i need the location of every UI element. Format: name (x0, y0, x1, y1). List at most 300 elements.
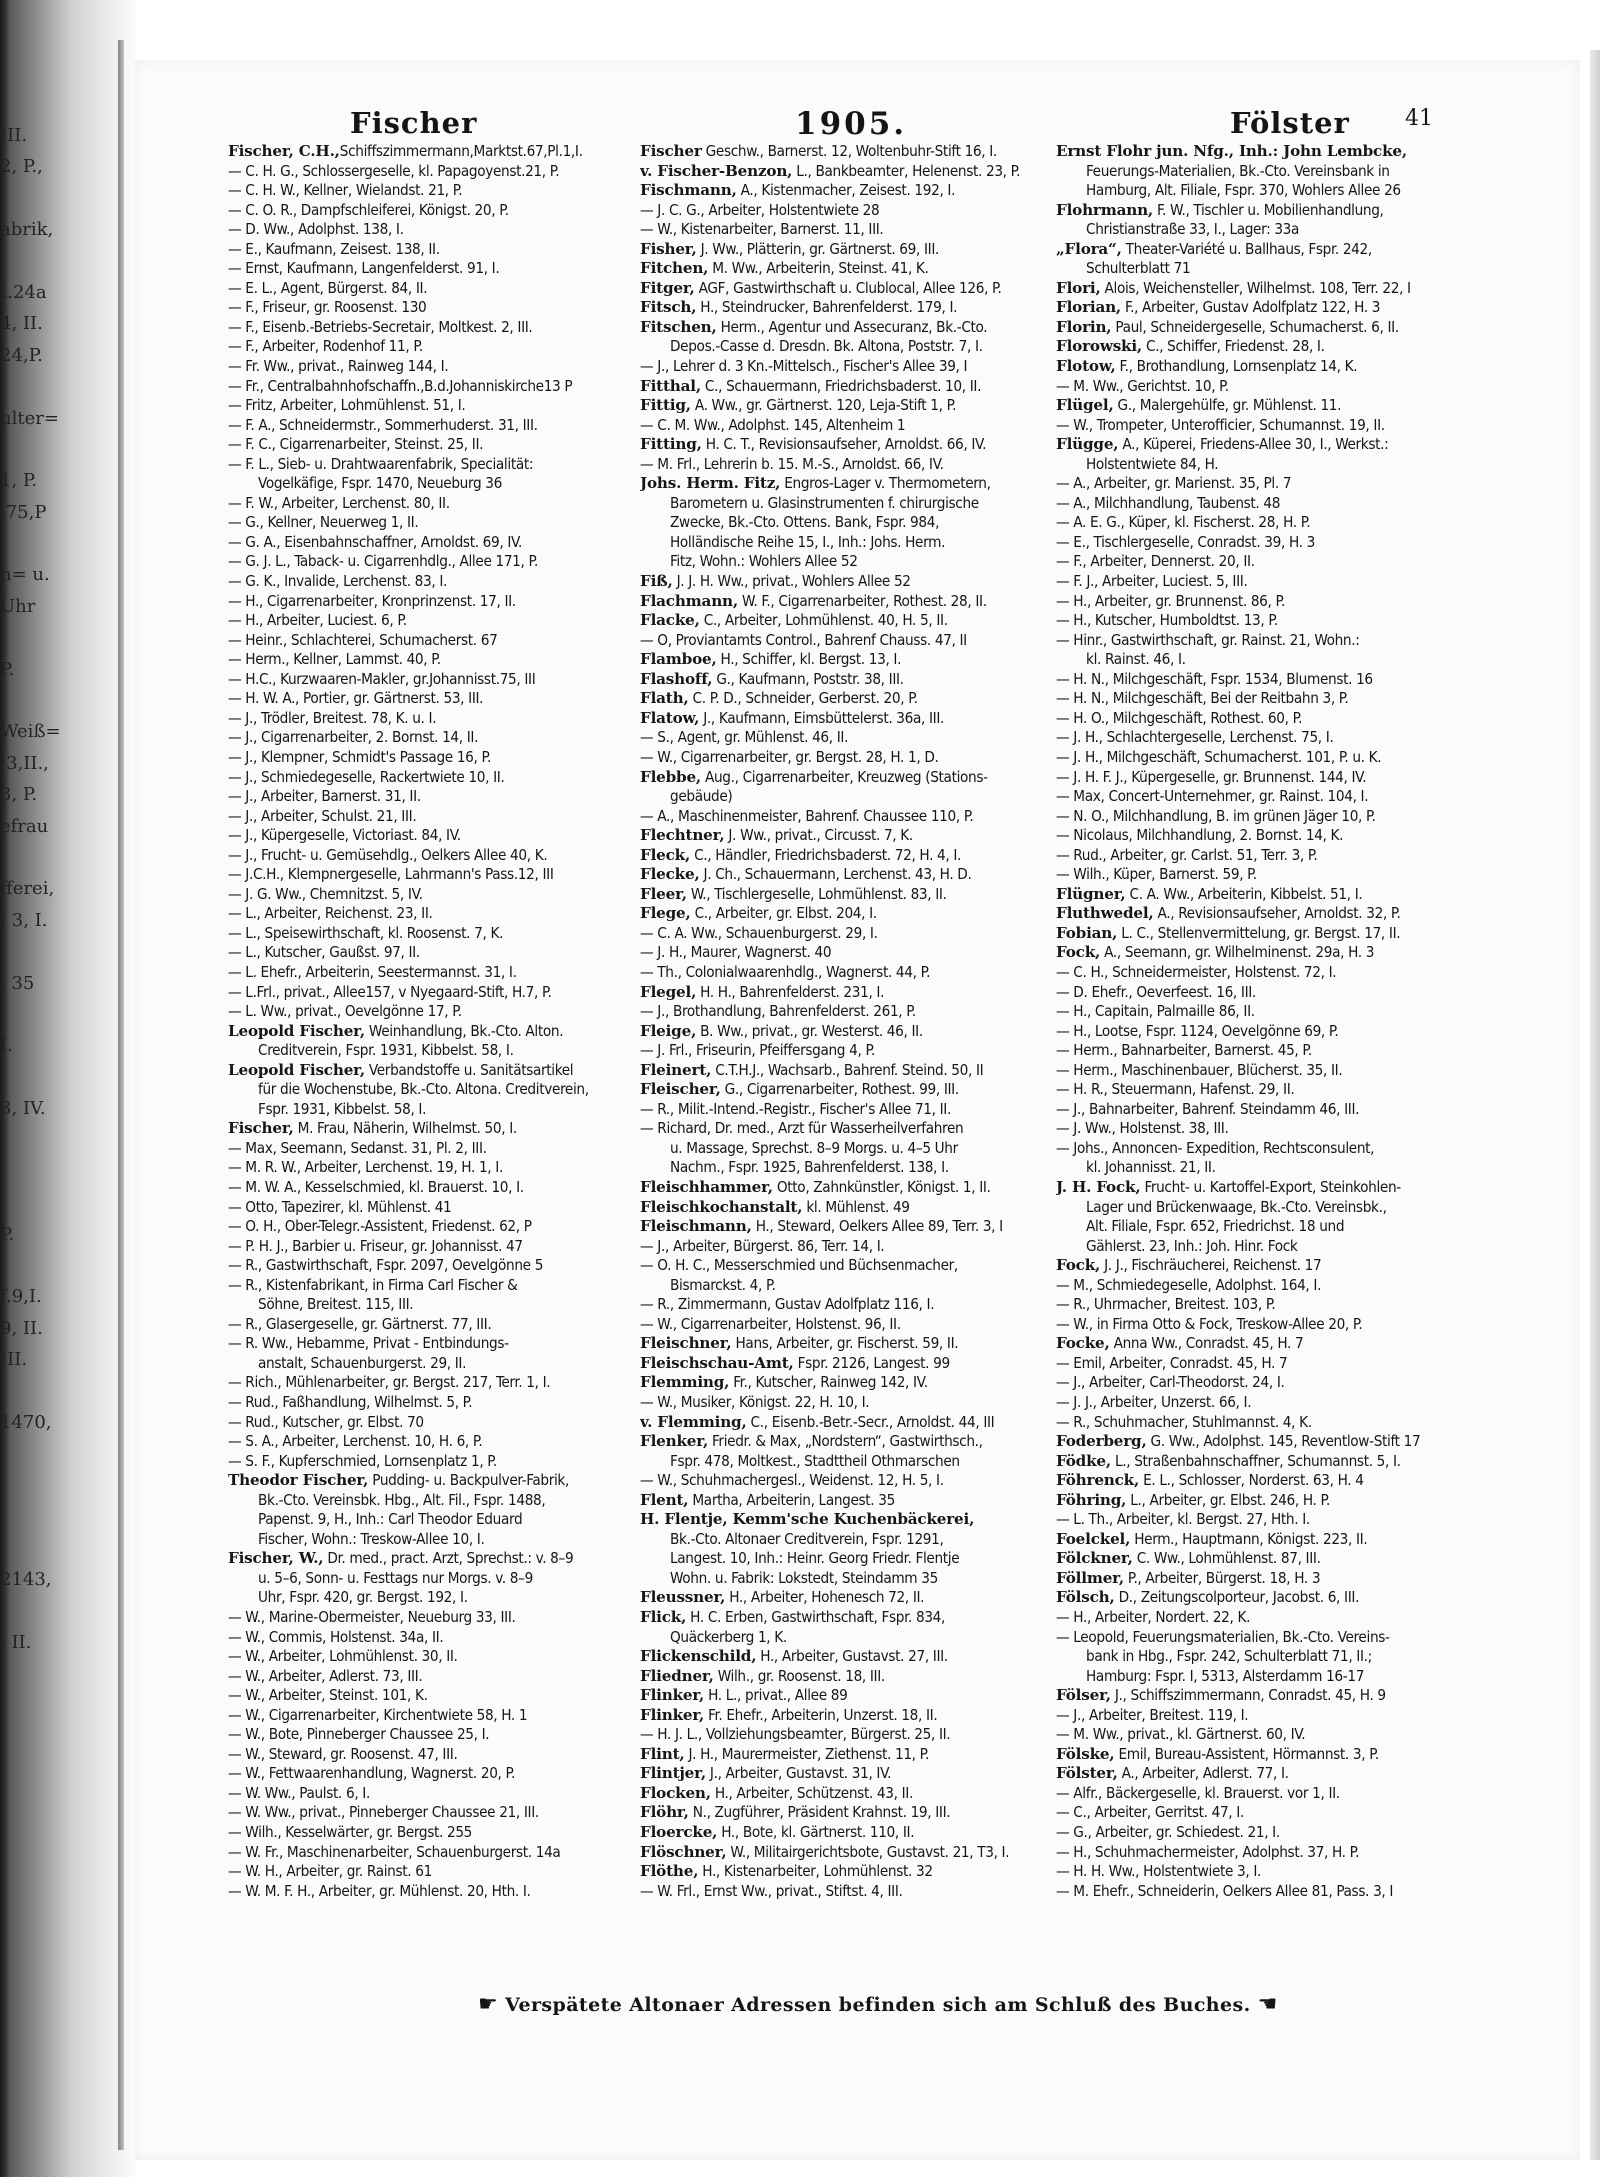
directory-entry (1056, 904, 1461, 924)
entry-text: — J. G. Ww., Chemnitzst. 5, IV. (228, 884, 423, 903)
entry-name: Fitschen, (640, 317, 717, 336)
directory-entry (640, 435, 1050, 455)
directory-entry (228, 1725, 633, 1745)
entry-name: Fleige, (640, 1021, 697, 1040)
entry-text: J. Ww., privat., Circusst. 7, K. (724, 826, 913, 845)
entry-name: Fölsch, (1056, 1588, 1115, 1607)
entry-text: L., Bankbeamter, Helenenst. 23, P. (792, 161, 1021, 180)
entry-text: Weinhandlung, Bk.-Cto. Alton. (364, 1021, 564, 1040)
entry-text: Alt. Filiale, Fspr. 652, Friedrichst. 18 und (1086, 1217, 1345, 1236)
directory-entry (228, 983, 633, 1003)
entry-text: N., Zugführer, Präsident Krahnst. 19, III. (688, 1803, 951, 1822)
directory-entry (640, 1803, 1050, 1823)
entry-text: — A., Arbeiter, gr. Marienst. 35, Pl. 7 (1056, 474, 1292, 493)
entry-text: — Herm., Bahnarbeiter, Barnerst. 45, P. (1056, 1041, 1312, 1060)
directory-entry (640, 1667, 1050, 1687)
directory-entry (640, 1178, 1050, 1198)
previous-page-text-fragment: P. (0, 1223, 15, 1245)
directory-entry (640, 846, 1050, 866)
directory-entry (228, 1276, 633, 1296)
entry-name: Florian, (1056, 298, 1122, 317)
entry-text: — D. Ww., Adolphst. 138, I. (228, 220, 404, 239)
previous-page-text-fragment: 2, P., (0, 156, 43, 178)
directory-entry (1056, 689, 1461, 709)
directory-entry (640, 1882, 1050, 1902)
directory-entry (228, 904, 633, 924)
entry-text: J. Ch., Schauermann, Lerchenst. 43, H. D. (699, 865, 972, 884)
entry-continuation-line (228, 1354, 633, 1374)
entry-text: H. L., privat., Allee 89 (704, 1686, 848, 1705)
entry-text: — J. H., Schlachtergeselle, Lerchenst. 75, I. (1056, 728, 1334, 747)
entry-text: — F. L., Sieb- u. Drahtwaarenfabrik, Specialität: (228, 454, 534, 473)
entry-name: Ernst Flohr jun. Nfg., Inh.: John Lembcke, (1056, 142, 1407, 160)
entry-text: — H., Kutscher, Humboldtst. 13, P. (1056, 611, 1278, 630)
directory-entry (1056, 1315, 1461, 1335)
entry-text: — J., Klempner, Schmidt's Passage 16, P. (228, 747, 491, 766)
previous-page-text-fragment (0, 1438, 96, 1469)
entry-name: Fitsch, (640, 298, 697, 317)
directory-entry (640, 201, 1050, 221)
entry-name: Föhring, (1056, 1490, 1127, 1509)
entry-text: — M. R. W., Arbeiter, Lerchenst. 19, H. 1, I. (228, 1158, 503, 1177)
directory-entry (640, 1608, 1050, 1628)
entry-text: Herm., Hauptmann, Königst. 223, II. (1130, 1529, 1368, 1548)
entry-text: — L., Kutscher, Gaußst. 97, II. (228, 943, 420, 962)
directory-entry (640, 1784, 1050, 1804)
entry-text: — Herm., Kellner, Lammst. 40, P. (228, 650, 441, 669)
entry-name: Fitthal, (640, 376, 701, 395)
entry-text: — M. Frl., Lehrerin b. 15. M.-S., Arnoldst. 66, IV. (640, 454, 944, 473)
directory-entry (1056, 1393, 1461, 1413)
directory-entry (228, 1608, 633, 1628)
entry-text: — W., Bote, Pinneberger Chaussee 25, I. (228, 1725, 490, 1744)
entry-text: H., Schiffer, kl. Bergst. 13, I. (716, 650, 902, 669)
directory-entry (228, 1198, 633, 1218)
directory-entry (640, 416, 1050, 436)
entry-name: Flori, (1056, 278, 1101, 297)
directory-entry (640, 943, 1050, 963)
directory-entry (228, 1628, 633, 1648)
entry-text: Christianstraße 33, I., Lager: 33a (1086, 220, 1300, 239)
entry-text: — M. Ww., privat., kl. Gärtnerst. 60, IV. (1056, 1725, 1306, 1744)
entry-text: — R., Schuhmacher, Stuhlmannst. 4, K. (1056, 1412, 1312, 1431)
entry-text: — H. R., Steuermann, Hafenst. 29, II. (1056, 1080, 1295, 1099)
directory-entry (228, 1315, 633, 1335)
entry-name: Flachmann, (640, 591, 738, 610)
directory-entry (1056, 1882, 1461, 1902)
directory-entry (228, 787, 633, 807)
directory-entry (1056, 513, 1461, 533)
entry-text: Zwecke, Bk.-Cto. Ottens. Bank, Fspr. 984, (670, 513, 940, 532)
entry-continuation-line (640, 1158, 1050, 1178)
entry-text: — L. Th., Arbeiter, kl. Bergst. 27, Hth. I. (1056, 1510, 1310, 1529)
entry-text: H., Arbeiter, Gustavst. 27, III. (756, 1647, 948, 1666)
directory-entry (640, 1256, 1050, 1276)
directory-entry (1056, 1862, 1461, 1882)
entry-text: C., Arbeiter, Lohmühlenst. 40, H. 5, II. (699, 611, 948, 630)
directory-entry (228, 1217, 633, 1237)
entry-text: Papenst. 9, H., Inh.: Carl Theodor Eduard (258, 1510, 523, 1529)
previous-page-text-fragment (0, 1470, 96, 1501)
entry-name: Flemming, (640, 1373, 730, 1392)
directory-entry (228, 1393, 633, 1413)
previous-page-fragment (0, 120, 96, 2020)
entry-text: — Wilh., Küper, Barnerst. 59, P. (1056, 865, 1257, 884)
entry-text: — H. N., Milchgeschäft, Bei der Reitbahn 3, P. (1056, 689, 1349, 708)
entry-text: H., Bote, kl. Gärtnerst. 110, II. (717, 1823, 915, 1842)
entry-text: — W., Steward, gr. Roosenst. 47, III. (228, 1744, 458, 1763)
entry-text: Geschw., Barnerst. 12, Woltenbuhr-Stift 16, I. (701, 142, 997, 160)
directory-entry (228, 201, 633, 221)
entry-text: — C. H., Schneidermeister, Holstenst. 72, I. (1056, 962, 1337, 981)
directory-entry (228, 1549, 633, 1569)
entry-text: Fspr. 2126, Langest. 99 (793, 1353, 950, 1372)
directory-entry (228, 455, 633, 475)
directory-entry (640, 631, 1050, 651)
entry-continuation-line (640, 1530, 1050, 1550)
entry-text: — W., Arbeiter, Lohmühlenst. 30, II. (228, 1647, 458, 1666)
entry-text: — Fr., Centralbahnhofschaffn.,B.d.Johanniskirche13 P (228, 376, 573, 395)
entry-text: — J. H., Milchgeschäft, Schumacherst. 101, P. u. K. (1056, 747, 1382, 766)
entry-name: Foderberg, (1056, 1432, 1147, 1451)
entry-name: Flügge, (1056, 435, 1119, 454)
directory-entry (1056, 1432, 1461, 1452)
entry-text: F., Brothandlung, Lornsenplatz 14, K. (1115, 357, 1358, 376)
entry-text: — M. Ww., Gerichtst. 10, P. (1056, 376, 1229, 395)
directory-entry (1056, 943, 1461, 963)
directory-entry (1056, 416, 1461, 436)
entry-text: — G. A., Eisenbahnschaffner, Arnoldst. 69, IV. (228, 532, 523, 551)
directory-entry (1056, 1764, 1461, 1784)
directory-entry (640, 1373, 1050, 1393)
previous-page-text-fragment: efrau (0, 815, 49, 837)
entry-name: Flöhr, (640, 1803, 689, 1822)
previous-page-text-fragment (0, 1156, 96, 1187)
directory-entry (228, 1178, 633, 1198)
directory-entry (228, 552, 633, 572)
directory-entry (1056, 435, 1461, 455)
entry-text: Hamburg, Alt. Filiale, Fspr. 370, Wohlers Allee 26 (1086, 181, 1401, 200)
pointing-hand-left-icon: ☚ (1257, 1992, 1278, 2017)
entry-text: — J. H. F. J., Küpergeselle, gr. Brunnenst. 144, IV. (1056, 767, 1367, 786)
page-edge (118, 40, 124, 2150)
directory-entry (228, 1373, 633, 1393)
entry-name: Fleischner, (640, 1334, 732, 1353)
directory-entry (228, 1432, 633, 1452)
entry-name: Flügel, (1056, 396, 1114, 415)
directory-entry (640, 1100, 1050, 1120)
entry-name: Fisher, (640, 239, 697, 258)
entry-name: Florin, (1056, 317, 1112, 336)
entry-text: — S. A., Arbeiter, Lerchenst. 10, H. 6, P. (228, 1432, 483, 1451)
entry-text: D., Zeitungscolporteur, Jacobst. 6, III. (1114, 1588, 1360, 1607)
directory-entry (1056, 807, 1461, 827)
directory-entry (1056, 748, 1461, 768)
entry-text: — W., Kistenarbeiter, Barnerst. 11, III. (640, 220, 884, 239)
entry-text: — Leopold, Feuerungsmaterialien, Bk.-Cto. Vereins- (1056, 1627, 1390, 1646)
directory-entry (228, 533, 633, 553)
directory-entry (640, 1588, 1050, 1608)
entry-name: Fleischschau-Amt, (640, 1353, 794, 1372)
entry-text: Hans, Arbeiter, gr. Fischerst. 59, II. (731, 1334, 959, 1353)
entry-text: Schulterblatt 71 (1086, 259, 1191, 278)
directory-entry (640, 904, 1050, 924)
directory-entry (640, 1491, 1050, 1511)
directory-entry (1056, 1354, 1461, 1374)
entry-text: — R., Glasergeselle, gr. Gärtnerst. 77, III. (228, 1314, 492, 1333)
entry-continuation-line (228, 1588, 633, 1608)
entry-text: — C., Arbeiter, Gerritst. 47, I. (1056, 1803, 1244, 1822)
directory-entry (228, 1823, 633, 1843)
directory-entry (1056, 357, 1461, 377)
directory-entry (1056, 1100, 1461, 1120)
directory-entry (640, 142, 1050, 162)
entry-continuation-line (1056, 650, 1461, 670)
entry-text: A., Küperei, Friedens-Allee 30, I., Werkst.: (1118, 435, 1389, 454)
entry-text: — F. W., Arbeiter, Lerchenst. 80, II. (228, 493, 450, 512)
entry-continuation-line (1056, 162, 1461, 182)
directory-entry (1056, 728, 1461, 748)
directory-entry (1056, 885, 1461, 905)
entry-name: Flöschner, (640, 1842, 727, 1861)
entry-text: G. Ww., Adolphst. 145, Reventlow-Stift 17 (1146, 1432, 1421, 1451)
entry-text: — W., Arbeiter, Steinst. 101, K. (228, 1686, 428, 1705)
entry-text: H. C. Erben, Gastwirthschaft, Fspr. 834, (686, 1608, 945, 1627)
footer-notice-text: Verspätete Altonaer Adressen befinden sich am Schluß des Buches. (505, 1994, 1251, 2016)
entry-text: H., Steward, Oelkers Allee 89, Terr. 3, I (751, 1217, 1003, 1236)
directory-entry (640, 1413, 1050, 1433)
directory-entry (228, 1784, 633, 1804)
entry-text: C., Arbeiter, gr. Elbst. 204, I. (690, 904, 877, 923)
previous-page-text-fragment: 1470, (0, 1412, 52, 1434)
directory-entry (640, 748, 1050, 768)
directory-entry (1056, 983, 1461, 1003)
entry-text: Vogelkäfige, Fspr. 1470, Neueburg 36 (258, 474, 502, 493)
entry-name: Fischer, C.H., (228, 142, 340, 160)
entry-name: Flint, (640, 1744, 685, 1763)
entry-text: A. Ww., gr. Gärtnerst. 120, Leja-Stift 1, P. (690, 396, 957, 415)
entry-text: H., Arbeiter, Schützenst. 43, II. (710, 1783, 913, 1802)
entry-text: — H., Lootse, Fspr. 1124, Oevelgönne 69, P. (1056, 1021, 1339, 1040)
entry-text: J., Schiffszimmermann, Conradst. 45, H. 9 (1110, 1686, 1386, 1705)
entry-text: Verbandstoffe u. Sanitätsartikel (364, 1060, 574, 1079)
directory-entry (1056, 1041, 1461, 1061)
entry-text: Emil, Bureau-Assistent, Hörmannst. 3, P. (1114, 1744, 1379, 1763)
entry-text: — C. O. R., Dampfschleiferei, Königst. 20, P. (228, 200, 509, 219)
entry-text: C. P. D., Schneider, Gerberst. 20, P. (688, 689, 918, 708)
directory-entry (1056, 572, 1461, 592)
entry-text: — H. H. Ww., Holstentwiete 3, I. (1056, 1862, 1262, 1881)
entry-text: — L. Ehefr., Arbeiterin, Seestermannst. 31, I. (228, 962, 517, 981)
directory-entry (640, 1295, 1050, 1315)
entry-text: Wohn. u. Fabrik: Lokstedt, Steindamm 35 (670, 1568, 938, 1587)
entry-text: M. Ww., Arbeiterin, Steinst. 41, K. (708, 259, 929, 278)
entry-name: Fleussner, (640, 1588, 726, 1607)
entry-name: Fölckner, (1056, 1549, 1133, 1568)
entry-name: Föhrenck, (1056, 1471, 1140, 1490)
entry-name: Fleer, (640, 884, 687, 903)
directory-entry (640, 924, 1050, 944)
entry-text: Pudding- u. Backpulver-Fabrik, (368, 1471, 569, 1490)
directory-entry (640, 983, 1050, 1003)
entry-name: Fleischhammer, (640, 1177, 773, 1196)
entry-text: L. C., Stellenvermittelung, gr. Bergst. 17, II. (1117, 923, 1401, 942)
directory-entry (1056, 1256, 1461, 1276)
directory-entry (1056, 1139, 1461, 1159)
entry-text: J. Ww., Plätterin, gr. Gärtnerst. 69, III. (696, 239, 939, 258)
entry-text: J., Arbeiter, Gustavst. 31, IV. (705, 1764, 892, 1783)
entry-text: Söhne, Breitest. 115, III. (258, 1295, 414, 1314)
entry-text: Fitz, Wohn.: Wohlers Allee 52 (670, 552, 858, 571)
entry-text: A., Revisionsaufseher, Arnoldst. 32, P. (1153, 904, 1401, 923)
directory-entry (1056, 1178, 1461, 1198)
directory-entry (640, 1315, 1050, 1335)
entry-text: J. J. H. Ww., privat., Wohlers Allee 52 (672, 572, 911, 591)
directory-entry (228, 337, 633, 357)
directory-entry (1056, 611, 1461, 631)
previous-page-text-fragment (0, 842, 96, 873)
entry-text: — Max, Seemann, Sedanst. 31, Pl. 2, III. (228, 1138, 487, 1157)
entry-text: Fspr. 478, Moltkest., Stadttheil Othmarschen (670, 1451, 960, 1470)
entry-text: — E., Kaufmann, Zeisest. 138, II. (228, 239, 440, 258)
previous-page-text-fragment: III. (0, 1349, 28, 1371)
directory-entry (228, 1843, 633, 1863)
entry-text: C.T.H.J., Wachsarb., Bahrenf. Steind. 50, II (711, 1060, 984, 1079)
directory-entry (1056, 963, 1461, 983)
entry-text: H., Kistenarbeiter, Lohmühlenst. 32 (698, 1862, 933, 1881)
entry-continuation-line (228, 1295, 633, 1315)
entry-text: H. C. T., Revisionsaufseher, Arnoldst. 66, IV. (701, 435, 987, 454)
entry-text: — G. J. L., Taback- u. Cigarrenhdlg., Allee 171, P. (228, 552, 538, 571)
entry-text: C., Händler, Friedrichsbaderst. 72, H. 4, I. (690, 845, 962, 864)
entry-text: — Rud., Arbeiter, gr. Carlst. 51, Terr. 3, P. (1056, 845, 1318, 864)
entry-text: Depos.-Casse d. Dresdn. Bk. Altona, Poststr. 7, I. (670, 337, 983, 356)
entry-text: — Alfr., Bäckergeselle, kl. Brauerst. vor 1, II. (1056, 1783, 1340, 1802)
directory-entry (1056, 1491, 1461, 1511)
entry-text: Fr. Ehefr., Arbeiterin, Unzerst. 18, II. (704, 1705, 938, 1724)
entry-text: — S. F., Kupferschmied, Lornsenplatz 1, P. (228, 1451, 497, 1470)
entry-text: — Rich., Mühlenarbeiter, gr. Bergst. 217, Terr. 1, I. (228, 1373, 551, 1392)
directory-entry (228, 513, 633, 533)
directory-entry (1056, 846, 1461, 866)
directory-entry (640, 377, 1050, 397)
directory-column-middle (640, 142, 1050, 1901)
entry-name: Fischer, (228, 1119, 294, 1138)
entry-continuation-line (228, 1491, 633, 1511)
entry-text: Theater-Variété u. Ballhaus, Fspr. 242, (1121, 239, 1372, 258)
previous-page-text-fragment: 9, II. (0, 1317, 43, 1339)
entry-text: H., Steindrucker, Bahrenfelderst. 179, I. (696, 298, 958, 317)
entry-name: Flechtner, (640, 826, 725, 845)
entry-text: Herm., Agentur und Assecuranz, Bk.-Cto. (716, 317, 988, 336)
directory-entry (228, 768, 633, 788)
directory-entry (640, 220, 1050, 240)
directory-entry (228, 1667, 633, 1687)
directory-entry (1056, 1608, 1461, 1628)
entry-text: — D. Ehefr., Oeverfeest. 16, III. (1056, 982, 1256, 1001)
entry-name: Fluthwedel, (1056, 904, 1154, 923)
directory-entry (1056, 1080, 1461, 1100)
entry-text: kl. Mühlenst. 49 (802, 1197, 910, 1216)
entry-text: — W. Ww., privat., Pinneberger Chaussee 21, III. (228, 1803, 539, 1822)
directory-entry (640, 611, 1050, 631)
previous-page-text-fragment: Weiß= (0, 721, 61, 743)
directory-entry (640, 181, 1050, 201)
directory-entry (640, 1198, 1050, 1218)
directory-entry (1056, 1725, 1461, 1745)
entry-text: — M. Ehefr., Schneiderin, Oelkers Allee 81, Pass. 3, I (1056, 1881, 1394, 1900)
entry-text: Barometern u. Glasinstrumenten f. chirurgische (670, 493, 979, 512)
entry-text: Gählerst. 23, Inh.: Joh. Hinr. Fock (1086, 1236, 1298, 1255)
entry-text: — Emil, Arbeiter, Conradst. 45, H. 7 (1056, 1353, 1288, 1372)
entry-text: — G., Arbeiter, gr. Schiedest. 21, I. (1056, 1823, 1280, 1842)
directory-entry (1056, 474, 1461, 494)
directory-entry (1056, 318, 1461, 338)
directory-entry (228, 1139, 633, 1159)
directory-entry (228, 748, 633, 768)
entry-text: — M. W. A., Kesselschmied, kl. Brauerst. 10, I. (228, 1177, 524, 1196)
entry-text: — Max, Concert-Unternehmer, gr. Rainst. 104, I. (1056, 787, 1369, 806)
previous-page-text-fragment (0, 1595, 96, 1626)
entry-text: H. H., Bahrenfelderst. 231, I. (696, 982, 885, 1001)
directory-entry (640, 592, 1050, 612)
entry-text: — S., Agent, gr. Mühlenst. 46, II. (640, 728, 849, 747)
entry-text: A., Kistenmacher, Zeisest. 192, I. (736, 181, 956, 200)
entry-text: J. H., Maurermeister, Ziethenst. 11, P. (684, 1744, 930, 1763)
directory-entry (1056, 670, 1461, 690)
entry-text: — J., Arbeiter, Bürgerst. 86, Terr. 14, I. (640, 1236, 885, 1255)
entry-text: Langest. 10, Inh.: Heinr. Georg Friedr. Flentje (670, 1549, 960, 1568)
directory-entry (1056, 1843, 1461, 1863)
directory-entry (228, 650, 633, 670)
directory-entry (1056, 1119, 1461, 1139)
directory-entry (228, 963, 633, 983)
entry-continuation-line (1056, 1667, 1461, 1687)
entry-text: C., Schiffer, Friedenst. 28, I. (1142, 337, 1325, 356)
entry-text: — W., Schuhmachergesl., Weidenst. 12, H. 5, I. (640, 1471, 944, 1490)
previous-page-text-fragment (0, 622, 96, 653)
entry-text: — W., Commis, Holstenst. 34a, II. (228, 1627, 444, 1646)
entry-text: — H., Arbeiter, Nordert. 22, K. (1056, 1608, 1251, 1627)
entry-text: — J., Trödler, Breitest. 78, K. u. I. (228, 708, 437, 727)
entry-text: — O. H. C., Messerschmied und Büchsenmacher, (640, 1256, 958, 1275)
directory-entry (1056, 337, 1461, 357)
entry-name: J. H. Fock, (1056, 1177, 1141, 1196)
entry-text: — O, Proviantamts Control., Bahrenf Chauss. 47, II (640, 630, 967, 649)
directory-entry (1056, 1295, 1461, 1315)
previous-page-text-fragment: I. (0, 1035, 13, 1057)
directory-entry (640, 318, 1050, 338)
entry-name: Johs. Herm. Fitz, (640, 474, 781, 493)
entry-continuation-line (640, 337, 1050, 357)
directory-entry (640, 1334, 1050, 1354)
directory-entry (1056, 1002, 1461, 1022)
directory-entry (228, 1745, 633, 1765)
directory-entry (228, 572, 633, 592)
directory-entry (640, 807, 1050, 827)
directory-entry (640, 1022, 1050, 1042)
entry-text: L., Arbeiter, gr. Elbst. 246, H. P. (1126, 1490, 1330, 1509)
entry-name: Fitting, (640, 435, 702, 454)
directory-entry (228, 631, 633, 651)
directory-entry (1056, 1784, 1461, 1804)
directory-entry (1056, 240, 1461, 260)
header-year: 1905. (795, 106, 908, 142)
entry-continuation-line (1056, 1647, 1461, 1667)
directory-entry (1056, 552, 1461, 572)
entry-text: G., Cigarrenarbeiter, Rothest. 99, III. (720, 1080, 959, 1099)
directory-entry (228, 377, 633, 397)
